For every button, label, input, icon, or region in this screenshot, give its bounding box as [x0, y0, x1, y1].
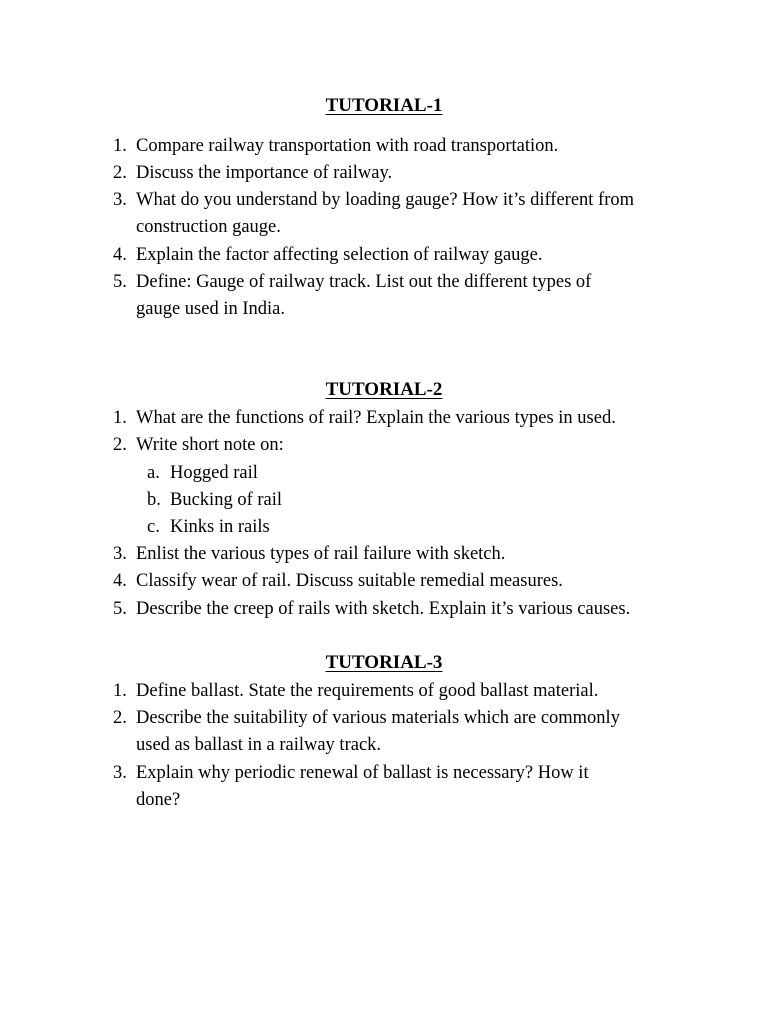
- t1-item-4-text: Explain the factor affecting selection of railway gauge.: [136, 245, 543, 265]
- t1-item-3-text-cont: construction gauge.: [136, 217, 281, 237]
- t2-item-3-number: 3.: [113, 544, 127, 564]
- t2-subitem-c-letter: c.: [147, 517, 160, 537]
- t2-item-1-number: 1.: [113, 408, 127, 428]
- tutorial-3-heading: TUTORIAL-3: [325, 652, 443, 673]
- t2-subitem-a-text: Hogged rail: [170, 463, 258, 483]
- t1-item-2-text: Discuss the importance of railway.: [136, 163, 393, 183]
- t3-item-3-number: 3.: [113, 763, 127, 783]
- t3-item-3-text-cont: done?: [136, 790, 181, 810]
- t3-item-2-text-cont: used as ballast in a railway track.: [136, 735, 382, 755]
- t3-item-1-text: Define ballast. State the requirements of good ballast material.: [136, 681, 599, 701]
- t3-item-2-text: Describe the suitability of various materials which are commonly: [136, 708, 620, 728]
- t1-item-5-text: Define: Gauge of railway track. List out the different types of: [136, 272, 592, 292]
- t2-subitem-b-text: Bucking of rail: [170, 490, 283, 510]
- t2-item-2-number: 2.: [113, 435, 127, 455]
- tutorial-1-heading: TUTORIAL-1: [325, 95, 443, 116]
- t3-item-1-number: 1.: [113, 681, 127, 701]
- t1-item-3-number: 3.: [113, 190, 127, 210]
- t2-subitem-c-text: Kinks in rails: [170, 517, 270, 537]
- t2-item-4-text: Classify wear of rail. Discuss suitable remedial measures.: [136, 571, 563, 591]
- t2-item-4-number: 4.: [113, 571, 127, 591]
- t1-item-1-number: 1.: [113, 136, 127, 156]
- t1-item-3-text: What do you understand by loading gauge? How it’s different from: [136, 190, 635, 210]
- t2-item-5-number: 5.: [113, 599, 127, 619]
- tutorial-2-heading: TUTORIAL-2: [325, 379, 443, 400]
- t2-subitem-b-letter: b.: [147, 490, 161, 510]
- t1-item-4-number: 4.: [113, 245, 127, 265]
- t1-item-5-number: 5.: [113, 272, 127, 292]
- t1-item-2-number: 2.: [113, 163, 127, 183]
- t2-item-2-text: Write short note on:: [136, 435, 284, 455]
- t2-item-3-text: Enlist the various types of rail failure with sketch.: [136, 544, 506, 564]
- t2-item-1-text: What are the functions of rail? Explain the various types in used.: [136, 408, 616, 428]
- t1-item-5-text-cont: gauge used in India.: [136, 299, 285, 319]
- t1-item-1-text: Compare railway transportation with road transportation.: [136, 136, 559, 156]
- t3-item-3-text: Explain why periodic renewal of ballast is necessary? How it: [136, 763, 589, 783]
- t3-item-2-number: 2.: [113, 708, 127, 728]
- t2-subitem-a-letter: a.: [147, 463, 160, 483]
- t2-item-5-text: Describe the creep of rails with sketch. Explain it’s various causes.: [136, 599, 631, 619]
